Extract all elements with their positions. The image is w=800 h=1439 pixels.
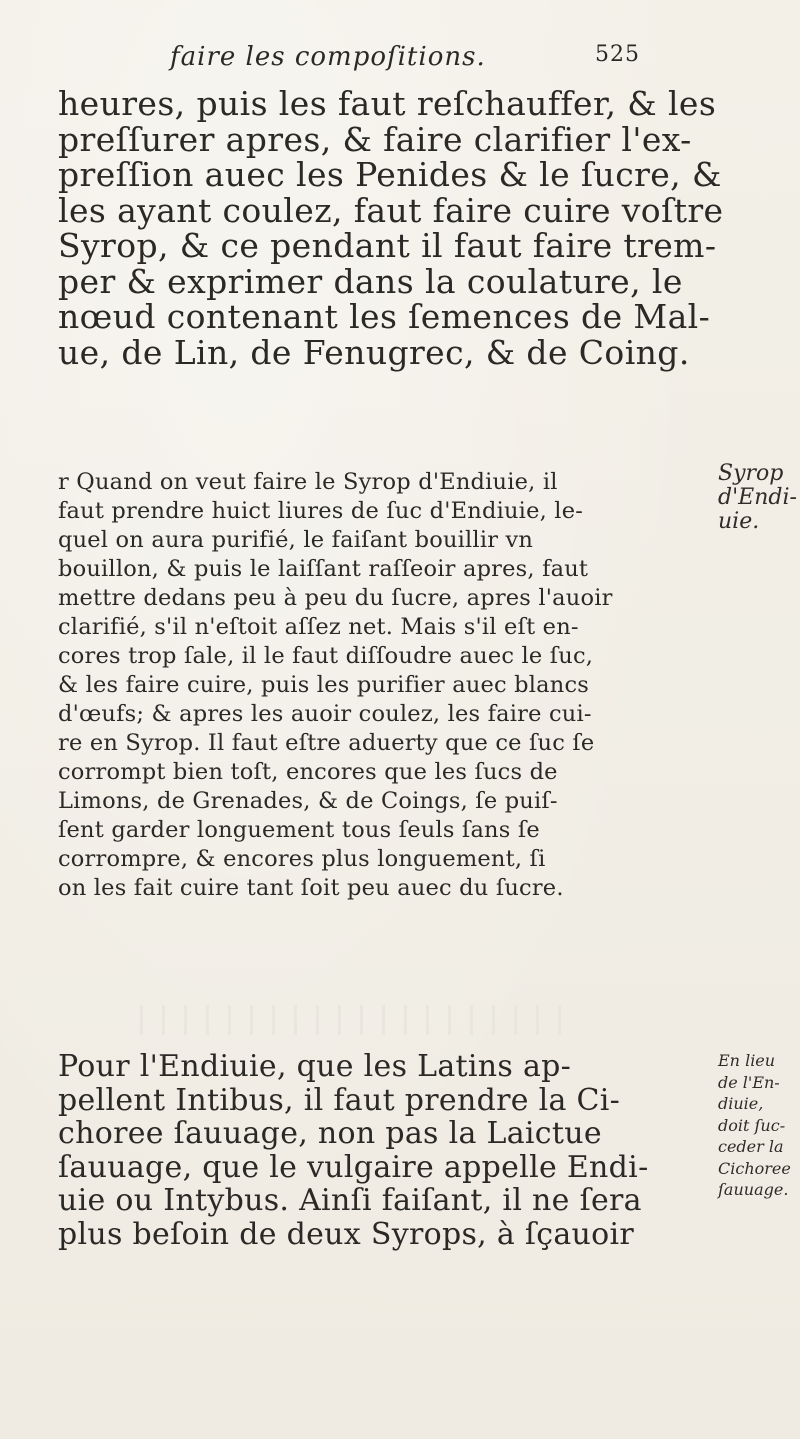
text-line: ue, de Lin, de Fenugrec, & de Coing. <box>58 332 690 372</box>
margin-note-line: d'Endi- <box>718 485 797 510</box>
text-line: quel on aura purifié, le faiſant bouillir vn <box>58 527 534 553</box>
text-line: & les faire cuire, puis les purifier auec blancs <box>58 672 590 698</box>
text-line: pellent Intibus, il faut prendre la Ci- <box>58 1082 621 1118</box>
text-line: bouillon, & puis le laiſſant raſſeoir apres, faut <box>58 556 589 582</box>
paragraph-1 <box>58 84 724 372</box>
text-line: mettre dedans peu à peu du ſucre, apres l'auoir <box>58 585 613 611</box>
text-line: plus beſoin de deux Syrops, à ſçauoir <box>58 1216 635 1252</box>
text-line: Syrop, & ce pendant il faut faire trem- <box>58 226 717 265</box>
text-line: re en Syrop. Il faut eſtre aduerty que ce ſuc ſe <box>58 730 595 756</box>
text-line: Pour l'Endiuie, que les Latins ap- <box>58 1049 572 1084</box>
margin-note-line: uie. <box>718 509 760 534</box>
text-line: corrompt bien toſt, encores que les ſucs de <box>58 759 558 785</box>
margin-note-line: En lieu <box>718 1051 776 1070</box>
text-line: ſent garder longuement tous ſeuls ſans ſe <box>58 817 540 843</box>
running-head <box>170 38 640 78</box>
text-line: d'œufs; & apres les auoir coulez, les faire cui- <box>58 701 592 727</box>
margin-note-line: Syrop <box>718 461 784 486</box>
text-line: heures, puis les faut reſchauffer, & les <box>58 84 717 123</box>
margin-note-cichoree <box>718 1050 798 1201</box>
text-line: cores trop ſale, il le faut diſſoudre auec le ſuc, <box>58 643 594 669</box>
text-line: uie ou Intybus. Ainſi faiſant, il ne ſera <box>58 1183 642 1218</box>
text-line: preſſion auec les Penides & le ſucre, & <box>58 155 722 194</box>
margin-note-line: de l'En- <box>718 1072 780 1092</box>
margin-note-line: Cichoree <box>718 1158 791 1178</box>
text-line: ſauuage, que le vulgaire appelle Endi- <box>58 1149 649 1185</box>
margin-note-line: ſauuage. <box>718 1180 789 1199</box>
margin-note-line: ceder la <box>718 1137 784 1156</box>
text-line: preſſurer apres, & faire clarifier l'ex- <box>58 119 692 159</box>
text-line: clarifié, s'il n'eſtoit aſſez net. Mais s'il eſt en- <box>58 614 579 640</box>
text-line: choree ſauuage, non pas la Laictue <box>58 1116 602 1151</box>
page-number: 525 <box>595 42 640 67</box>
text-line: per & exprimer dans la coulature, le <box>58 261 683 301</box>
text-line: Limons, de Grenades, & de Coings, ſe puiſ- <box>58 788 558 814</box>
text-line: corrompre, & encores plus longuement, ſi <box>58 846 546 872</box>
text-line: faut prendre huict liures de ſuc d'Endiuie, le- <box>58 498 584 524</box>
margin-note-syrop <box>718 462 798 534</box>
text-line: on les fait cuire tant ſoit peu auec du ſucre. <box>58 875 564 901</box>
paragraph-2 <box>58 468 698 903</box>
margin-note-line: diuie, <box>718 1094 764 1113</box>
ink-bleed-spots <box>140 1005 580 1035</box>
text-line: les ayant coulez, faut faire cuire voſtre <box>58 190 724 230</box>
paragraph-3 <box>58 1050 698 1251</box>
margin-note-line: doit ſuc- <box>718 1115 786 1135</box>
text-line: nœud contenant les ſemences de Mal- <box>58 297 711 336</box>
running-head-title: faire les compoſitions. <box>170 42 486 72</box>
text-line: r Quand on veut faire le Syrop d'Endiuie, il <box>58 469 558 495</box>
